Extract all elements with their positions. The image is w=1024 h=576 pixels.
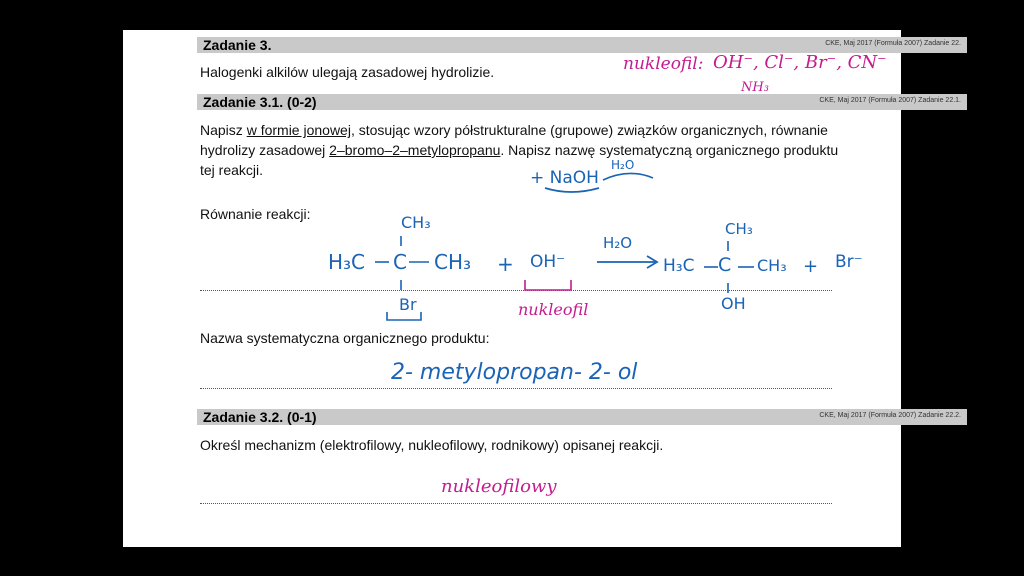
- text-fragment: Napisz: [200, 122, 247, 138]
- product-name-label: Nazwa systematyczna organicznego produktu:: [200, 330, 490, 346]
- task31-line3: tej reakcji.: [200, 162, 264, 178]
- hw-product-name: 2- metylopropan- 2- ol: [391, 360, 638, 385]
- worksheet-page: [123, 30, 961, 547]
- task32-source: CKE, Maj 2017 (Formuła 2007) Zadanie 22.2.: [819, 412, 961, 419]
- hw-naoh-h2o: H₂O: [611, 158, 635, 172]
- hw-reaction-arrow: [593, 252, 663, 272]
- answer-line-name: [200, 388, 832, 389]
- hw-nucleophiles-label: nukleofil:: [623, 54, 704, 74]
- hw-nucleophiles-list: OH⁻, Cl⁻, Br⁻, CN⁻: [713, 52, 887, 73]
- hw-nucleofil: nukleofil: [518, 300, 589, 319]
- equation-label: Równanie reakcji:: [200, 206, 311, 222]
- task32-title: Zadanie 3.2. (0-1): [203, 409, 317, 425]
- hw-naoh-underline: [541, 160, 656, 196]
- hw-product-oh: OH: [721, 294, 746, 313]
- hw-plus-1: +: [497, 252, 514, 276]
- task31-header: [197, 94, 967, 110]
- text-fragment: . Napisz nazwę systematyczną organicznego produktu: [500, 142, 839, 158]
- hw-reactant-left: H₃C: [328, 250, 366, 274]
- hw-product-ch3-top: CH₃: [725, 220, 753, 238]
- hw-nh3: NH₃: [741, 80, 769, 95]
- hw-product-left: H₃C: [663, 256, 695, 276]
- hw-reactant-bonds: [363, 230, 473, 330]
- hw-reactant-br: Br: [399, 295, 417, 314]
- answer-line-mechanism: [200, 503, 832, 504]
- task31-source: CKE, Maj 2017 (Formuła 2007) Zadanie 22.1.: [819, 97, 961, 104]
- hw-mechanism: nukleofilowy: [441, 476, 557, 497]
- hw-bromide: Br⁻: [835, 252, 863, 272]
- text-fragment: hydrolizy zasadowej: [200, 142, 330, 158]
- task3-title: Zadanie 3.: [203, 37, 272, 53]
- hw-plus-2: +: [803, 256, 819, 277]
- underlined-compound-name: 2–bromo–2–metylopropanu: [329, 142, 501, 158]
- task3-source: CKE, Maj 2017 (Formuła 2007) Zadanie 22.: [825, 40, 961, 47]
- hw-reactant-ch3-top: CH₃: [401, 213, 431, 232]
- underlined-ionic-form: w formie jonowej: [246, 122, 351, 138]
- text-fragment: , stosując wzory półstrukturalne (grupowe) związków organicznych, równanie: [350, 122, 828, 138]
- task31-line1: [200, 120, 828, 140]
- hw-reactant-right: CH₃: [434, 250, 472, 274]
- hw-product-right: CH₃: [757, 256, 787, 275]
- hw-hydroxide-bracket: [521, 278, 577, 298]
- task3-header: [197, 37, 967, 53]
- task31-line2: [200, 140, 838, 160]
- task31-title: Zadanie 3.1. (0-2): [203, 94, 317, 110]
- hw-hydroxide: OH⁻: [530, 252, 566, 272]
- hw-arrow-h2o: H₂O: [603, 234, 633, 252]
- hw-naoh: + NaOH: [530, 168, 599, 188]
- task32-question: Określ mechanizm (elektrofilowy, nukleofilowy, rodnikowy) opisanej reakcji.: [200, 437, 664, 453]
- hw-product-bonds: [698, 235, 768, 305]
- task3-intro: Halogenki alkilów ulegają zasadowej hydrolizie.: [200, 64, 495, 80]
- task32-header: [197, 409, 967, 425]
- hw-reactant-c: C: [393, 250, 407, 274]
- hw-product-c: C: [718, 254, 732, 276]
